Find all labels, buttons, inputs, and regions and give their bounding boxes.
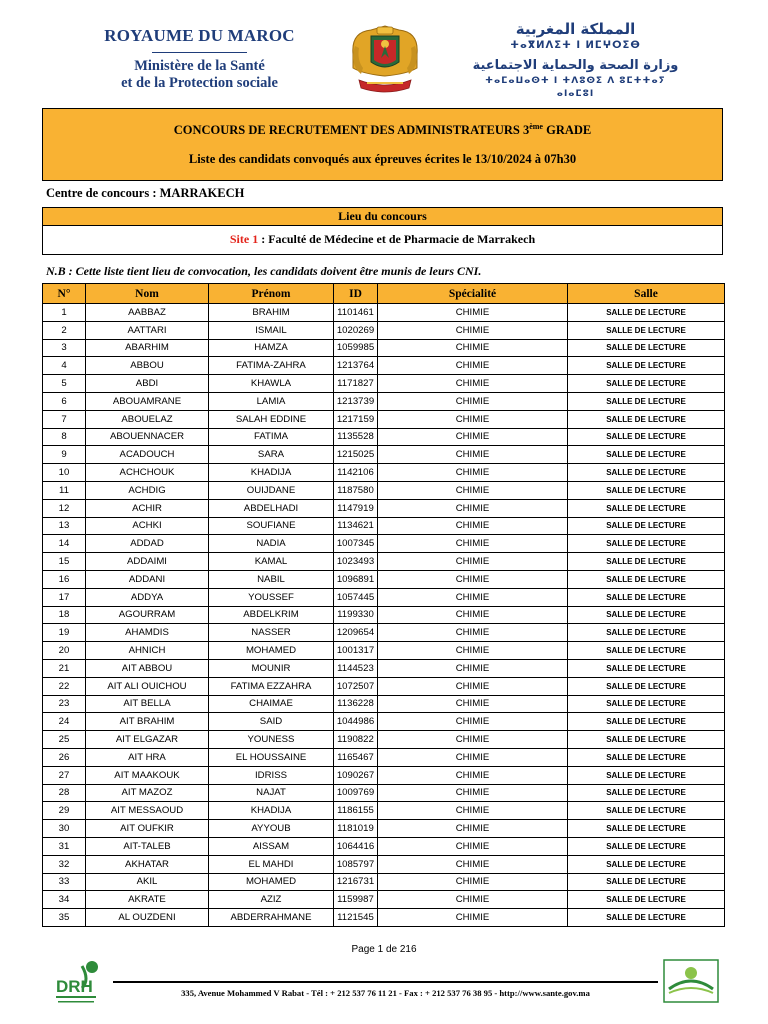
cell-prenom: NABIL: [209, 570, 334, 588]
cell-nom: AIT HRA: [86, 748, 209, 766]
cell-nom: ABOUAMRANE: [86, 392, 209, 410]
ministry-name-arabic: وزارة الصحة والحماية الاجتماعية: [472, 58, 679, 73]
cell-specialite: CHIMIE: [378, 535, 568, 553]
cell-prenom: KHAWLA: [209, 375, 334, 393]
cell-id: 1135528: [334, 428, 378, 446]
cell-specialite: CHIMIE: [378, 695, 568, 713]
cell-id: 1171827: [334, 375, 378, 393]
cell-salle: SALLE DE LECTURE: [568, 766, 725, 784]
cell-prenom: AISSAM: [209, 837, 334, 855]
cell-id: 1213739: [334, 392, 378, 410]
table-header-row: [43, 284, 725, 304]
cell-prenom: AYYOUB: [209, 820, 334, 838]
cell-id: 1199330: [334, 606, 378, 624]
cell-prenom: HAMZA: [209, 339, 334, 357]
cell-specialite: CHIMIE: [378, 748, 568, 766]
ministry-name-line2: et de la Protection sociale: [121, 75, 278, 91]
cell-prenom: LAMIA: [209, 392, 334, 410]
cell-salle: SALLE DE LECTURE: [568, 713, 725, 731]
cell-specialite: CHIMIE: [378, 606, 568, 624]
cell-nom: AKHATAR: [86, 855, 209, 873]
cell-id: 1121545: [334, 909, 378, 927]
cell-number: 24: [43, 713, 86, 731]
cell-nom: AGOURRAM: [86, 606, 209, 624]
cell-prenom: ISMAIL: [209, 321, 334, 339]
cell-prenom: NASSER: [209, 624, 334, 642]
cell-salle: SALLE DE LECTURE: [568, 304, 725, 322]
cell-id: 1059985: [334, 339, 378, 357]
table-row: [43, 321, 725, 339]
cell-prenom: KHADIJA: [209, 464, 334, 482]
cell-nom: ACHCHOUK: [86, 464, 209, 482]
cell-number: 8: [43, 428, 86, 446]
cell-prenom: IDRISS: [209, 766, 334, 784]
table-row: [43, 837, 725, 855]
cell-salle: SALLE DE LECTURE: [568, 695, 725, 713]
cell-number: 4: [43, 357, 86, 375]
table-row: [43, 695, 725, 713]
cell-prenom: OUIJDANE: [209, 481, 334, 499]
cell-salle: SALLE DE LECTURE: [568, 446, 725, 464]
table-row: [43, 624, 725, 642]
table-row: [43, 677, 725, 695]
cell-id: 1072507: [334, 677, 378, 695]
cell-specialite: CHIMIE: [378, 553, 568, 571]
cell-prenom: MOHAMED: [209, 873, 334, 891]
cell-salle: SALLE DE LECTURE: [568, 731, 725, 749]
cell-id: 1159987: [334, 891, 378, 909]
cell-salle: SALLE DE LECTURE: [568, 499, 725, 517]
cell-nom: AKRATE: [86, 891, 209, 909]
table-row: [43, 410, 725, 428]
column-header-id: ID: [334, 284, 378, 304]
cell-specialite: CHIMIE: [378, 570, 568, 588]
cell-specialite: CHIMIE: [378, 624, 568, 642]
cell-specialite: CHIMIE: [378, 873, 568, 891]
cell-prenom: NAJAT: [209, 784, 334, 802]
table-row: [43, 464, 725, 482]
cell-specialite: CHIMIE: [378, 802, 568, 820]
cell-id: 1181019: [334, 820, 378, 838]
cell-specialite: CHIMIE: [378, 357, 568, 375]
cell-number: 13: [43, 517, 86, 535]
cell-salle: SALLE DE LECTURE: [568, 339, 725, 357]
cell-number: 25: [43, 731, 86, 749]
cell-nom: ABBOU: [86, 357, 209, 375]
cell-prenom: FATIMA-ZAHRA: [209, 357, 334, 375]
table-row: [43, 570, 725, 588]
column-header-number: N°: [43, 284, 86, 304]
table-row: [43, 553, 725, 571]
table-row: [43, 535, 725, 553]
table-row: [43, 446, 725, 464]
cell-number: 10: [43, 464, 86, 482]
cell-nom: ADDYA: [86, 588, 209, 606]
table-row: [43, 873, 725, 891]
cell-specialite: CHIMIE: [378, 464, 568, 482]
cell-prenom: BRAHIM: [209, 304, 334, 322]
cell-specialite: CHIMIE: [378, 891, 568, 909]
cell-id: 1213764: [334, 357, 378, 375]
cell-id: 1187580: [334, 481, 378, 499]
cell-salle: SALLE DE LECTURE: [568, 410, 725, 428]
cell-number: 12: [43, 499, 86, 517]
cell-number: 19: [43, 624, 86, 642]
cell-prenom: SALAH EDDINE: [209, 410, 334, 428]
letterhead: [0, 0, 768, 105]
table-row: [43, 766, 725, 784]
cell-nom: ACADOUCH: [86, 446, 209, 464]
cell-nom: ACHIR: [86, 499, 209, 517]
cell-salle: SALLE DE LECTURE: [568, 891, 725, 909]
cell-salle: SALLE DE LECTURE: [568, 428, 725, 446]
kingdom-name-arabic: المملكة المغربية: [515, 20, 636, 38]
cell-id: 1186155: [334, 802, 378, 820]
candidates-list-subtitle: Liste des candidats convoqués aux épreuves écrites le 13/10/2024 à 07h30: [188, 152, 577, 166]
drh-logo-icon: [52, 958, 104, 1010]
cell-number: 23: [43, 695, 86, 713]
cell-id: 1216731: [334, 873, 378, 891]
cell-nom: AHNICH: [86, 642, 209, 660]
letterhead-arabic: [468, 20, 683, 101]
cell-prenom: ABDERRAHMANE: [209, 909, 334, 927]
cell-salle: SALLE DE LECTURE: [568, 481, 725, 499]
cell-specialite: CHIMIE: [378, 766, 568, 784]
table-row: [43, 339, 725, 357]
column-header-nom: Nom: [86, 284, 209, 304]
cell-nom: AIT ELGAZAR: [86, 731, 209, 749]
cell-id: 1101461: [334, 304, 378, 322]
cell-nom: ADDAD: [86, 535, 209, 553]
flag-icon: [663, 959, 719, 1003]
cell-number: 1: [43, 304, 86, 322]
cell-salle: SALLE DE LECTURE: [568, 535, 725, 553]
table-row: [43, 909, 725, 927]
cell-nom: ABARHIM: [86, 339, 209, 357]
cell-salle: SALLE DE LECTURE: [568, 855, 725, 873]
cell-number: 32: [43, 855, 86, 873]
cell-salle: SALLE DE LECTURE: [568, 820, 725, 838]
cell-id: 1020269: [334, 321, 378, 339]
table-body: [43, 304, 725, 927]
cell-number: 14: [43, 535, 86, 553]
cell-number: 7: [43, 410, 86, 428]
cell-nom: ACHDIG: [86, 481, 209, 499]
cell-prenom: KAMAL: [209, 553, 334, 571]
title-box: [42, 108, 723, 181]
cell-number: 26: [43, 748, 86, 766]
table-row: [43, 642, 725, 660]
cell-nom: AIT ABBOU: [86, 659, 209, 677]
table-row: [43, 820, 725, 838]
notice-text: N.B : Cette liste tient lieu de convocation, les candidats doivent être munis de leurs CNI.: [46, 264, 482, 278]
cell-specialite: CHIMIE: [378, 837, 568, 855]
cell-number: 21: [43, 659, 86, 677]
table-row: [43, 659, 725, 677]
cell-number: 35: [43, 909, 86, 927]
cell-prenom: KHADIJA: [209, 802, 334, 820]
ministry-name-tifinagh: ⵜⴰⵎⴰⵡⴰⵙⵜ ⵏ ⵜⴷⵓⵙⵉ ⴷ ⵓⵎⵜⵜⴰⵢ ⴰⵏⴰⵎⵓⵏ: [485, 76, 666, 99]
cell-number: 30: [43, 820, 86, 838]
cell-prenom: SOUFIANE: [209, 517, 334, 535]
cell-nom: AIT OUFKIR: [86, 820, 209, 838]
cell-prenom: EL HOUSSAINE: [209, 748, 334, 766]
cell-number: 3: [43, 339, 86, 357]
cell-salle: SALLE DE LECTURE: [568, 802, 725, 820]
cell-specialite: CHIMIE: [378, 481, 568, 499]
cell-specialite: CHIMIE: [378, 321, 568, 339]
cell-specialite: CHIMIE: [378, 446, 568, 464]
table-row: [43, 802, 725, 820]
cell-specialite: CHIMIE: [378, 588, 568, 606]
cell-id: 1057445: [334, 588, 378, 606]
cell-number: 9: [43, 446, 86, 464]
cell-salle: SALLE DE LECTURE: [568, 357, 725, 375]
cell-specialite: CHIMIE: [378, 392, 568, 410]
letterhead-divider: [152, 52, 247, 53]
crest-icon: [347, 24, 423, 96]
cell-prenom: SAID: [209, 713, 334, 731]
cell-id: 1217159: [334, 410, 378, 428]
cell-number: 15: [43, 553, 86, 571]
cell-number: 31: [43, 837, 86, 855]
kingdom-name-tifinagh: ⵜⴰⴳⵍⴷⵉⵜ ⵏ ⵍⵎⵖⵔⵉⴱ: [510, 40, 641, 51]
cell-nom: AIT-TALEB: [86, 837, 209, 855]
cell-id: 1023493: [334, 553, 378, 571]
cell-salle: SALLE DE LECTURE: [568, 606, 725, 624]
cell-id: 1044986: [334, 713, 378, 731]
column-header-specialite: Spécialité: [378, 284, 568, 304]
footer-address: 335, Avenue Mohammed V Rabat - Tél : + 212 537 76 11 21 - Fax : + 212 537 76 38 95 - http://www.sante.gov.ma: [181, 988, 590, 998]
cell-nom: ADDAIMI: [86, 553, 209, 571]
cell-specialite: CHIMIE: [378, 677, 568, 695]
cell-prenom: MOUNIR: [209, 659, 334, 677]
cell-nom: AIT BRAHIM: [86, 713, 209, 731]
cell-id: 1134621: [334, 517, 378, 535]
cell-prenom: FATIMA EZZAHRA: [209, 677, 334, 695]
cell-salle: SALLE DE LECTURE: [568, 517, 725, 535]
cell-number: 16: [43, 570, 86, 588]
cell-salle: SALLE DE LECTURE: [568, 659, 725, 677]
cell-salle: SALLE DE LECTURE: [568, 553, 725, 571]
cell-nom: AIT MESSAOUD: [86, 802, 209, 820]
table-row: [43, 731, 725, 749]
cell-number: 28: [43, 784, 86, 802]
page-number: Page 1 de 216: [351, 944, 417, 955]
cell-specialite: CHIMIE: [378, 909, 568, 927]
cell-specialite: CHIMIE: [378, 410, 568, 428]
table-row: [43, 517, 725, 535]
cell-id: 1009769: [334, 784, 378, 802]
competition-title: [43, 122, 722, 138]
cell-id: 1165467: [334, 748, 378, 766]
competition-title-superscript: ème: [529, 122, 543, 131]
cell-nom: AIT ALI OUICHOU: [86, 677, 209, 695]
cell-number: 33: [43, 873, 86, 891]
cell-specialite: CHIMIE: [378, 517, 568, 535]
cell-number: 20: [43, 642, 86, 660]
table-row: [43, 481, 725, 499]
letterhead-french: [92, 26, 307, 92]
cell-id: 1147919: [334, 499, 378, 517]
cell-salle: SALLE DE LECTURE: [568, 909, 725, 927]
cell-prenom: MOHAMED: [209, 642, 334, 660]
cell-nom: ABDI: [86, 375, 209, 393]
cell-nom: AIT MAZOZ: [86, 784, 209, 802]
cell-id: 1064416: [334, 837, 378, 855]
ministry-name-line1: Ministère de la Santé: [134, 58, 265, 74]
table-row: [43, 748, 725, 766]
cell-nom: ABOUELAZ: [86, 410, 209, 428]
cell-prenom: SARA: [209, 446, 334, 464]
cell-number: 11: [43, 481, 86, 499]
cell-prenom: CHAIMAE: [209, 695, 334, 713]
cell-number: 5: [43, 375, 86, 393]
cell-number: 29: [43, 802, 86, 820]
cell-prenom: EL MAHDI: [209, 855, 334, 873]
table-row: [43, 855, 725, 873]
exam-centre: Centre de concours : MARRAKECH: [46, 186, 245, 200]
cell-salle: SALLE DE LECTURE: [568, 677, 725, 695]
cell-nom: AATTARI: [86, 321, 209, 339]
cell-specialite: CHIMIE: [378, 428, 568, 446]
table-row: [43, 357, 725, 375]
cell-nom: ADDANI: [86, 570, 209, 588]
cell-nom: AHAMDIS: [86, 624, 209, 642]
cell-id: 1085797: [334, 855, 378, 873]
cell-nom: AKIL: [86, 873, 209, 891]
venue-box: [42, 207, 723, 255]
table-row: [43, 499, 725, 517]
cell-specialite: CHIMIE: [378, 304, 568, 322]
candidates-table: [42, 283, 725, 927]
cell-id: 1001317: [334, 642, 378, 660]
cell-specialite: CHIMIE: [378, 713, 568, 731]
cell-salle: SALLE DE LECTURE: [568, 784, 725, 802]
cell-specialite: CHIMIE: [378, 855, 568, 873]
table-row: [43, 392, 725, 410]
cell-number: 34: [43, 891, 86, 909]
cell-number: 18: [43, 606, 86, 624]
cell-salle: SALLE DE LECTURE: [568, 624, 725, 642]
cell-specialite: CHIMIE: [378, 499, 568, 517]
cell-id: 1215025: [334, 446, 378, 464]
cell-number: 6: [43, 392, 86, 410]
table-row: [43, 606, 725, 624]
drh-logo-text: DRH: [56, 977, 93, 996]
cell-salle: SALLE DE LECTURE: [568, 642, 725, 660]
table-row: [43, 588, 725, 606]
cell-prenom: AZIZ: [209, 891, 334, 909]
cell-prenom: YOUNESS: [209, 731, 334, 749]
cell-id: 1136228: [334, 695, 378, 713]
cell-salle: SALLE DE LECTURE: [568, 570, 725, 588]
cell-nom: AL OUZDENI: [86, 909, 209, 927]
table-row: [43, 784, 725, 802]
cell-prenom: FATIMA: [209, 428, 334, 446]
site-text: : Faculté de Médecine et de Pharmacie de Marrakech: [258, 232, 536, 246]
cell-specialite: CHIMIE: [378, 642, 568, 660]
column-header-prenom: Prénom: [209, 284, 334, 304]
cell-nom: ACHKI: [86, 517, 209, 535]
cell-nom: AIT MAAKOUK: [86, 766, 209, 784]
cell-nom: AIT BELLA: [86, 695, 209, 713]
cell-id: 1209654: [334, 624, 378, 642]
cell-salle: SALLE DE LECTURE: [568, 748, 725, 766]
cell-salle: SALLE DE LECTURE: [568, 837, 725, 855]
cell-specialite: CHIMIE: [378, 375, 568, 393]
cell-id: 1144523: [334, 659, 378, 677]
cell-salle: SALLE DE LECTURE: [568, 464, 725, 482]
cell-id: 1007345: [334, 535, 378, 553]
cell-id: 1090267: [334, 766, 378, 784]
column-header-salle: Salle: [568, 284, 725, 304]
site-label: Site 1: [229, 232, 259, 246]
cell-specialite: CHIMIE: [378, 784, 568, 802]
venue-header: Lieu du concours: [43, 208, 722, 226]
cell-salle: SALLE DE LECTURE: [568, 375, 725, 393]
cell-salle: SALLE DE LECTURE: [568, 321, 725, 339]
cell-specialite: CHIMIE: [378, 820, 568, 838]
cell-number: 17: [43, 588, 86, 606]
kingdom-name: ROYAUME DU MAROC: [104, 26, 295, 45]
cell-id: 1190822: [334, 731, 378, 749]
cell-salle: SALLE DE LECTURE: [568, 392, 725, 410]
cell-prenom: ABDELHADI: [209, 499, 334, 517]
cell-id: 1096891: [334, 570, 378, 588]
cell-nom: ABOUENNACER: [86, 428, 209, 446]
competition-title-main: CONCOURS DE RECRUTEMENT DES ADMINISTRATEURS 3: [173, 123, 530, 138]
cell-prenom: YOUSSEF: [209, 588, 334, 606]
table-row: [43, 428, 725, 446]
cell-salle: SALLE DE LECTURE: [568, 873, 725, 891]
cell-specialite: CHIMIE: [378, 659, 568, 677]
table-row: [43, 304, 725, 322]
cell-nom: AABBAZ: [86, 304, 209, 322]
cell-prenom: NADIA: [209, 535, 334, 553]
table-row: [43, 375, 725, 393]
cell-id: 1142106: [334, 464, 378, 482]
cell-specialite: CHIMIE: [378, 339, 568, 357]
cell-number: 27: [43, 766, 86, 784]
cell-prenom: ABDELKRIM: [209, 606, 334, 624]
cell-specialite: CHIMIE: [378, 731, 568, 749]
table-row: [43, 891, 725, 909]
table-row: [43, 713, 725, 731]
competition-title-tail: GRADE: [542, 123, 592, 138]
cell-number: 22: [43, 677, 86, 695]
cell-number: 2: [43, 321, 86, 339]
venue-body: [43, 226, 722, 252]
footer-divider: [113, 981, 658, 983]
cell-salle: SALLE DE LECTURE: [568, 588, 725, 606]
